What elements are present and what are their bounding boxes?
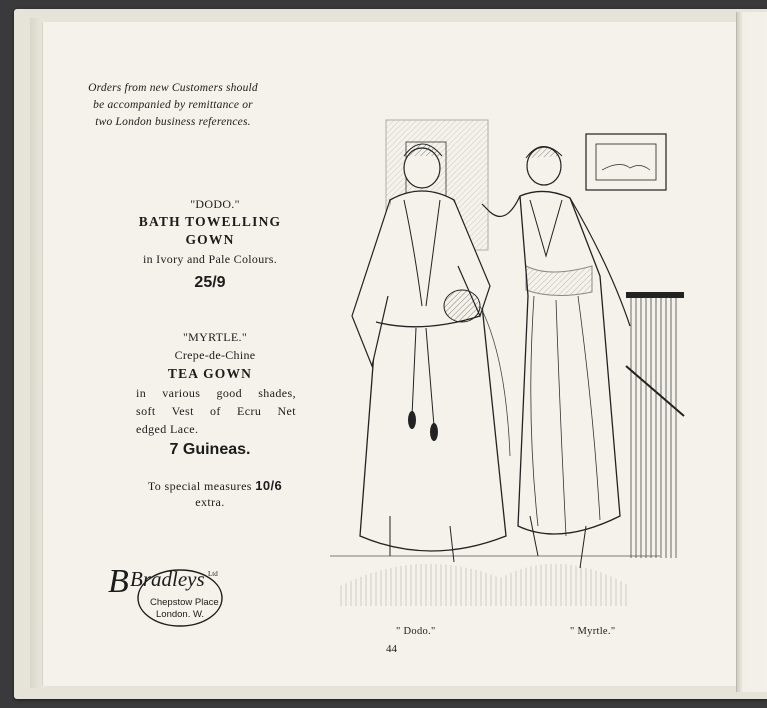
product-description: in Ivory and Pale Colours.: [142, 252, 278, 266]
desc-line-2: soft Vest of Ecru Net: [136, 404, 296, 418]
caption-myrtle: " Myrtle.": [570, 626, 616, 637]
logo-line1: Chepstow Place: [150, 597, 219, 608]
caption-dodo: " Dodo.": [396, 626, 436, 637]
page-number: 44: [386, 643, 397, 655]
product-description-block: [136, 384, 296, 438]
product-title-line2: GOWN: [185, 232, 235, 247]
next-page-edge: [736, 12, 767, 692]
special-measures-price: 10/6: [255, 478, 283, 493]
special-measures-prefix: To special measures: [147, 479, 252, 493]
desc-line-3: edged Lace.: [136, 422, 199, 436]
product-price: 7 Guineas.: [169, 441, 251, 458]
product-price: 25/9: [194, 274, 226, 291]
product-material: Crepe-de-Chine: [174, 348, 256, 362]
bradleys-logo: [104, 556, 226, 630]
special-measures-suffix: extra.: [195, 495, 225, 509]
logo-suffix: Ltd: [208, 570, 218, 578]
logo-brand: Bradleys: [130, 567, 205, 591]
orders-notice: Orders from new Customers should be accompanied by remittance or two London business references.: [88, 82, 258, 128]
logo-line2: London. W.: [156, 609, 205, 620]
svg-text:B: B: [108, 563, 129, 600]
product-title-line1: BATH TOWELLING: [138, 214, 282, 229]
product-title: TEA GOWN: [167, 366, 253, 381]
product-name-dodo: "DODO.": [190, 197, 240, 211]
desc-line-1: in various good shades,: [136, 386, 296, 400]
fashion-illustration: [330, 116, 686, 624]
product-name-myrtle: "MYRTLE.": [182, 330, 248, 344]
